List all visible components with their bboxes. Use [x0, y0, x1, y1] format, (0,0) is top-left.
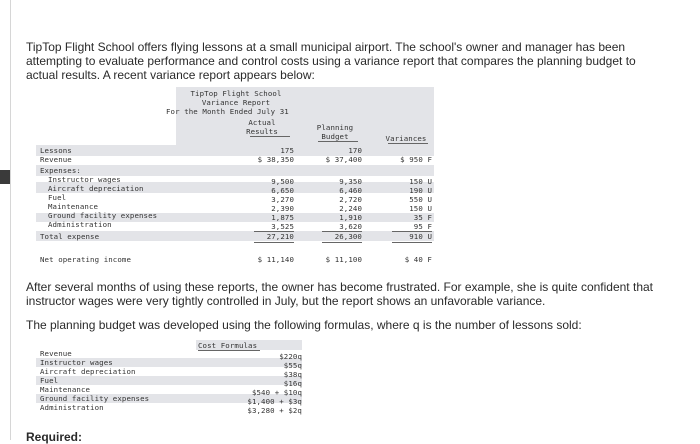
row-planning: $ 37,400: [325, 155, 362, 164]
row-label: Revenue: [40, 155, 72, 164]
page-left-border: [10, 0, 11, 440]
variance-total-rule: [392, 242, 432, 243]
row-actual: 9,500: [271, 177, 294, 186]
report-title: TipTop Flight School: [190, 89, 282, 98]
row-variance: 95 F: [413, 222, 432, 231]
col-planning-line1: Planning: [316, 123, 354, 132]
formula-label: Instructor wages: [40, 358, 113, 367]
row-planning: 2,240: [339, 204, 362, 213]
formula-label: Revenue: [40, 349, 72, 358]
row-variance: 150 U: [409, 204, 432, 213]
row-actual: 6,650: [271, 186, 294, 195]
col-variances: Variances: [385, 134, 427, 143]
formulas-intro: The planning budget was developed using the following formulas, where q is the number of lessons sold:: [26, 318, 582, 332]
row-actual: 3,525: [271, 222, 294, 231]
formula-label: Fuel: [40, 376, 59, 385]
col-planning-line2: Budget: [321, 132, 349, 141]
row-variance: 550 U: [409, 195, 432, 204]
row-label: Maintenance: [48, 202, 99, 211]
actual-total-rule: [254, 242, 294, 243]
row-planning: 170: [348, 146, 362, 155]
row-planning: 2,720: [339, 195, 362, 204]
formula-label: Maintenance: [40, 385, 91, 394]
formulas-header: Cost Formulas: [198, 341, 258, 350]
row-planning: 1,910: [339, 213, 362, 222]
row-actual: 27,210: [266, 232, 294, 241]
frustration-paragraph: After several months of using these reports, the owner has become frustrated. For example, she is quite confident that instructor wages were very tightly controlled in July, but the report shows an unfavorable variance.: [26, 280, 653, 308]
row-actual: 3,270: [271, 195, 294, 204]
row-variance: 190 U: [409, 186, 432, 195]
row-variance: 35 F: [413, 213, 432, 222]
formula-label: Aircraft depreciation: [40, 367, 136, 376]
row-planning: 9,350: [339, 177, 362, 186]
row-label: Aircraft depreciation: [48, 184, 144, 193]
formula-value: $16q: [283, 379, 302, 388]
row-variance: 150 U: [409, 177, 432, 186]
row-planning: 6,460: [339, 186, 362, 195]
row-planning: $ 11,100: [325, 255, 362, 264]
report-subtitle: Variance Report: [201, 98, 271, 107]
row-actual: 175: [280, 146, 294, 155]
row-label: Lessons: [40, 146, 72, 155]
row-variance: $ 40 F: [404, 255, 432, 264]
cost-formulas-table: [36, 340, 306, 428]
row-actual: $ 38,350: [257, 155, 294, 164]
row-planning: 3,620: [339, 222, 362, 231]
row-actual: 1,875: [271, 213, 294, 222]
formula-value: $1,400 + $3q: [247, 397, 302, 406]
col-actual-line1: Actual: [248, 118, 276, 127]
formula-value: $540 + $10q: [251, 388, 302, 397]
row-actual: $ 11,140: [257, 255, 294, 264]
row-variance: 910 U: [409, 232, 432, 241]
planning-total-rule: [322, 242, 362, 243]
formula-value: $38q: [283, 370, 302, 379]
col-planning-underline: [318, 141, 358, 142]
row-label: Ground facility expenses: [48, 211, 158, 220]
formula-value: $220q: [279, 352, 302, 361]
intro-paragraph: TipTop Flight School offers flying lessons at a small municipal airport. The school's owner and manager has been attempting to evaluate performance and control costs using a variance report that compares the planning budget to actual results. A recent variance report appears below:: [26, 40, 636, 82]
row-label: Total expense: [40, 232, 100, 241]
row-band-lessons: [36, 145, 434, 156]
row-label: Administration: [48, 220, 112, 229]
row-label: Fuel: [48, 193, 67, 202]
formula-label: Ground facility expenses: [40, 394, 150, 403]
formulas-header-underline: [198, 350, 260, 351]
required-label: Required:: [26, 430, 83, 444]
row-variance: $ 950 F: [400, 155, 432, 164]
row-planning: 26,300: [334, 232, 362, 241]
page-edge-marker: [0, 170, 10, 184]
formula-label: Administration: [40, 403, 104, 412]
col-actual-underline: [250, 136, 290, 137]
formula-value: $55q: [283, 361, 302, 370]
row-label: Expenses:: [40, 166, 81, 175]
row-label: Instructor wages: [48, 175, 121, 184]
col-actual-line2: Results: [246, 127, 278, 136]
report-period: For the Month Ended July 31: [166, 107, 289, 116]
col-variances-underline: [388, 143, 428, 144]
formula-value: $3,280 + $2q: [247, 406, 302, 415]
variance-report: [36, 87, 436, 267]
row-actual: 2,390: [271, 204, 294, 213]
row-label: Net operating income: [40, 255, 131, 264]
